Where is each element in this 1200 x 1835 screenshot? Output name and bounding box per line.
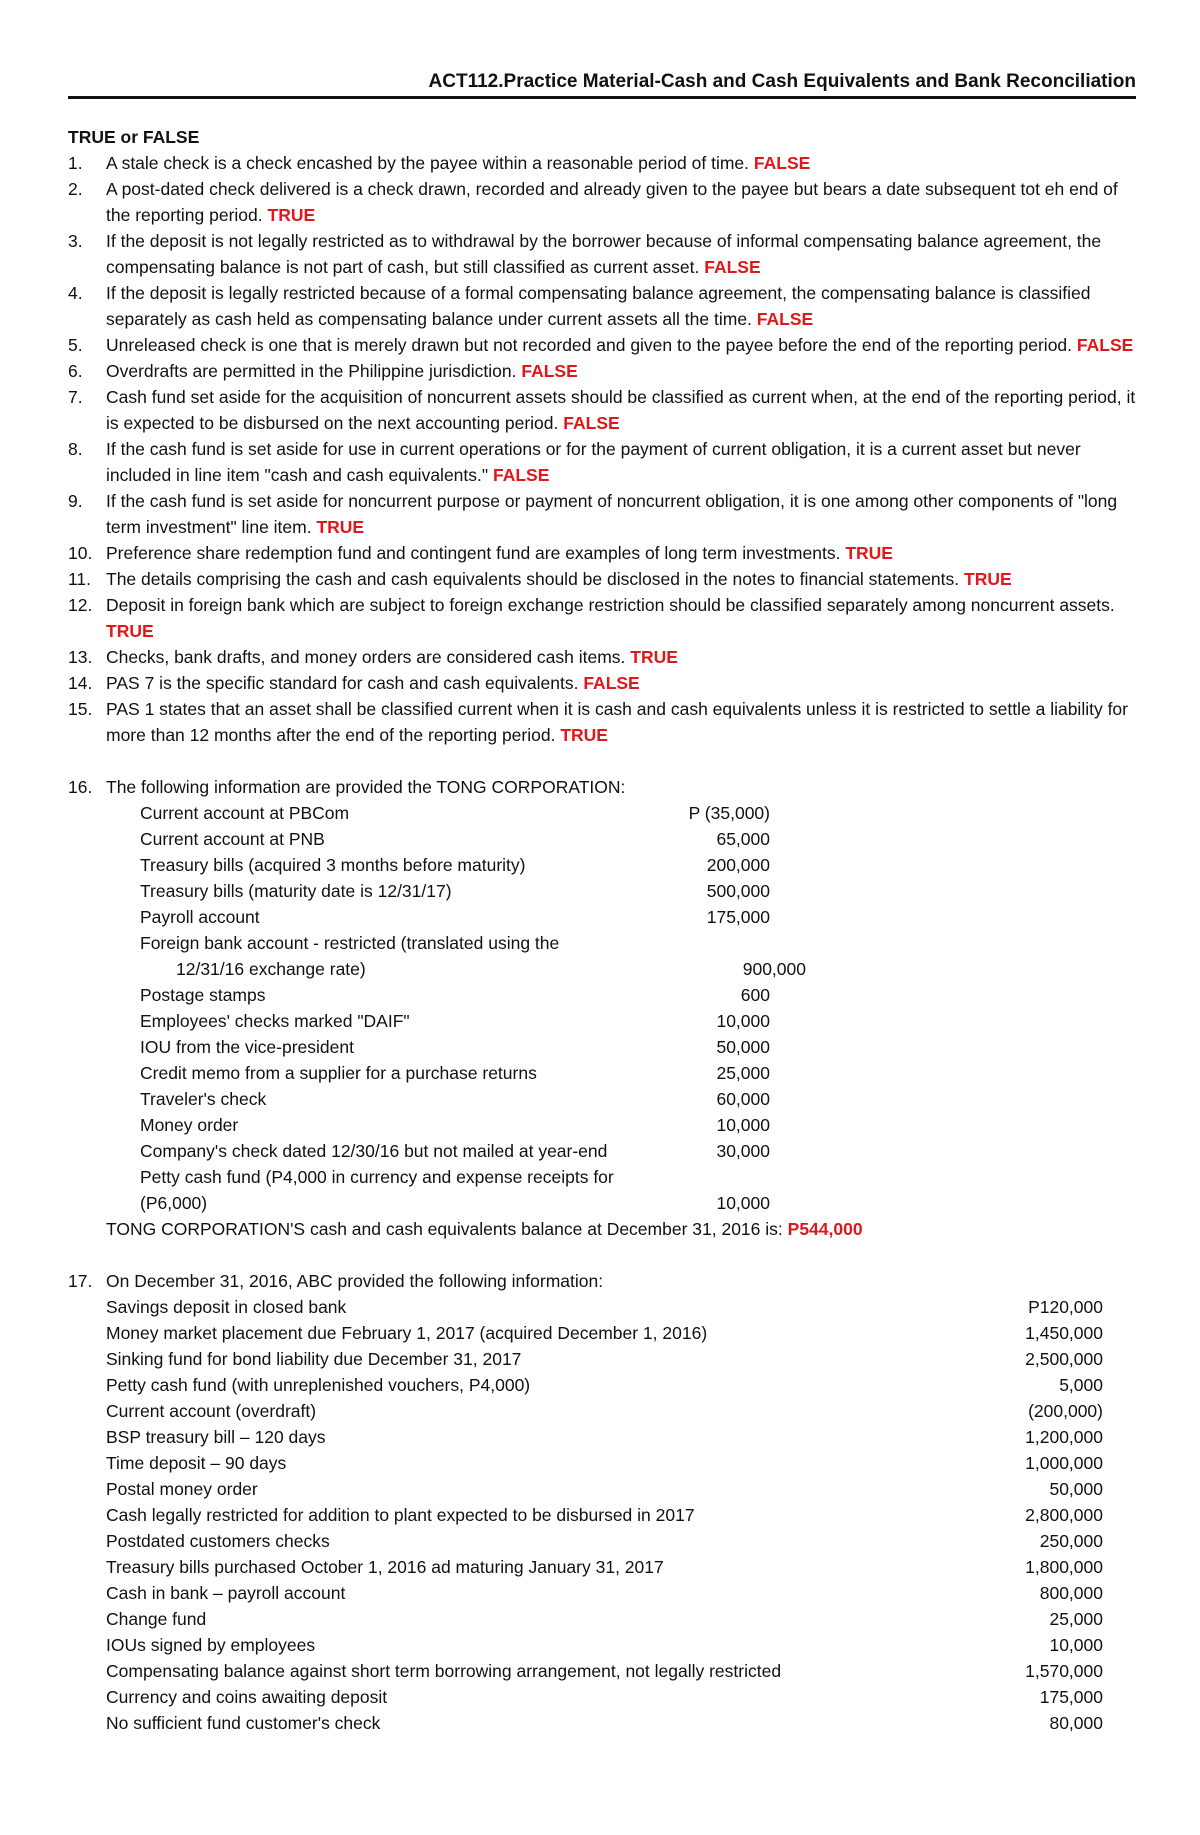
tf-item: 4. If the deposit is legally restricted because of a formal compensating balance agreement, the compensating balance is classified separately as cash held as compensating balance under current assets all the time. FALSE: [68, 283, 1091, 329]
tf-statement: A stale check is a check encashed by the payee within a reasonable period of time.: [106, 153, 750, 173]
tf-answer: FALSE: [521, 361, 578, 381]
tf-item: 6. Overdrafts are permitted in the Philippine jurisdiction. FALSE: [68, 361, 578, 381]
question-17-title: 17. On December 31, 2016, ABC provided the following information:: [68, 1271, 604, 1291]
table-row: Postal money order 50,000: [106, 1479, 1103, 1499]
question-17-table: [68, 1294, 1136, 1736]
tf-answer: TRUE: [630, 647, 678, 667]
table-row: Company's check dated 12/30/16 but not mailed at year-end 30,000: [140, 1141, 770, 1161]
table-row: Postdated customers checks 250,000: [106, 1531, 1103, 1551]
table-row: Compensating balance against short term borrowing arrangement, not legally restricted 1,570,000: [106, 1661, 1103, 1681]
section-title: TRUE or FALSE: [68, 127, 200, 147]
table-row: BSP treasury bill – 120 days 1,200,000: [106, 1427, 1103, 1447]
question-16-result: TONG CORPORATION'S cash and cash equivalents balance at December 31, 2016 is: P544,000: [106, 1219, 863, 1239]
tf-item: 1. A stale check is a check encashed by the payee within a reasonable period of time. FALSE: [68, 153, 811, 173]
table-row: Money order 10,000: [140, 1115, 770, 1135]
table-row: Treasury bills (maturity date is 12/31/17) 500,000: [140, 881, 770, 901]
table-row: Cash in bank – payroll account 800,000: [106, 1583, 1103, 1603]
tf-item: 10. Preference share redemption fund and contingent fund are examples of long term investments. TRUE: [68, 543, 893, 563]
document-body: [68, 124, 1136, 1736]
tf-statement: Overdrafts are permitted in the Philippine jurisdiction.: [106, 361, 517, 381]
tf-statement: A post-dated check delivered is a check drawn, recorded and already given to the payee but bears a date subsequent tot eh end of the reporting period.: [106, 179, 1118, 225]
table-row: Credit memo from a supplier for a purchase returns 25,000: [140, 1063, 770, 1083]
table-row: Savings deposit in closed bank P120,000: [106, 1297, 1103, 1317]
table-row: Currency and coins awaiting deposit 175,000: [106, 1687, 1103, 1707]
tf-answer: TRUE: [964, 569, 1012, 589]
table-row: Money market placement due February 1, 2017 (acquired December 1, 2016) 1,450,000: [106, 1323, 1103, 1343]
tf-answer: FALSE: [492, 465, 550, 485]
table-row: 12/31/16 exchange rate) 900,000: [176, 959, 806, 979]
tf-statement: Deposit in foreign bank which are subject to foreign exchange restriction should be classified separately among noncurrent assets.: [106, 595, 1115, 615]
table-row: Sinking fund for bond liability due December 31, 2017 2,500,000: [106, 1349, 1103, 1369]
tf-statement: If the deposit is legally restricted because of a formal compensating balance agreement, the compensating balance is classified separately as cash held as compensating balance under current assets all the time.: [106, 283, 1091, 329]
table-row: Traveler's check 60,000: [140, 1089, 770, 1109]
tf-answer: FALSE: [756, 309, 814, 329]
tf-answer: FALSE: [563, 413, 620, 433]
table-row: Foreign bank account - restricted (translated using the: [140, 933, 560, 953]
tf-statement: If the cash fund is set aside for noncurrent purpose or payment of noncurrent obligation, it is one among other components of "long term investment" line item.: [106, 491, 1118, 537]
tf-statement: Checks, bank drafts, and money orders are considered cash items.: [106, 647, 626, 667]
question-16-title: 16. The following information are provided the TONG CORPORATION:: [68, 777, 626, 797]
tf-answer: TRUE: [106, 621, 154, 641]
tf-item: 11. The details comprising the cash and cash equivalents should be disclosed in the notes to financial statements. TRUE: [68, 569, 1012, 589]
true-false-list: [68, 150, 1136, 748]
tf-statement: The details comprising the cash and cash equivalents should be disclosed in the notes to financial statements.: [106, 569, 960, 589]
tf-answer: TRUE: [316, 517, 365, 537]
tf-statement: PAS 7 is the specific standard for cash and cash equivalents.: [106, 673, 579, 693]
tf-item: 2. A post-dated check delivered is a check drawn, recorded and already given to the payee but bears a date subsequent tot eh end of the reporting period. TRUE: [68, 179, 1118, 225]
tf-statement: If the cash fund is set aside for use in current operations or for the payment of current obligation, it is a current asset but never included in line item "cash and cash equivalents.": [106, 439, 1081, 485]
table-row: (P6,000) 10,000: [140, 1193, 770, 1213]
tf-statement: PAS 1 states that an asset shall be classified current when it is cash and cash equivalents unless it is restricted to settle a liability for more than 12 months after the end of the reporting period.: [106, 699, 1128, 745]
table-row: No sufficient fund customer's check 80,000: [106, 1713, 1103, 1733]
tf-statement: Unreleased check is one that is merely drawn but not recorded and given to the payee before the end of the reporting period.: [106, 335, 1073, 355]
table-row: Petty cash fund (with unreplenished vouchers, P4,000) 5,000: [106, 1375, 1103, 1395]
header-rule: [68, 96, 1136, 99]
tf-item: 13. Checks, bank drafts, and money orders are considered cash items. TRUE: [68, 647, 678, 667]
table-row: IOUs signed by employees 10,000: [106, 1635, 1103, 1655]
document-header: ACT112.Practice Material-Cash and Cash Equivalents and Bank Reconciliation: [428, 71, 1136, 92]
table-row: Payroll account 175,000: [140, 907, 770, 927]
table-row: Postage stamps 600: [140, 985, 770, 1005]
tf-answer: TRUE: [267, 205, 316, 225]
table-row: Current account (overdraft) (200,000): [106, 1401, 1103, 1421]
tf-item: 7. Cash fund set aside for the acquisition of noncurrent assets should be classified as current when, at the end of the reporting period, it is expected to be disbursed on the next accounting period. FALSE: [68, 387, 1136, 433]
tf-item: 12. Deposit in foreign bank which are subject to foreign exchange restriction should be classified separately among noncurrent assets. TRUE: [68, 595, 1115, 641]
question-16-answer: P544,000: [787, 1219, 863, 1239]
tf-answer: TRUE: [560, 725, 608, 745]
table-row: IOU from the vice-president 50,000: [140, 1037, 770, 1057]
table-row: Change fund 25,000: [106, 1609, 1103, 1629]
table-row: Treasury bills (acquired 3 months before maturity) 200,000: [140, 855, 770, 875]
tf-item: 9. If the cash fund is set aside for noncurrent purpose or payment of noncurrent obligation, it is one among other components of "long term investment" line item. TRUE: [68, 491, 1118, 537]
tf-statement: Cash fund set aside for the acquisition of noncurrent assets should be classified as current when, at the end of the reporting period, it is expected to be disbursed on the next accounting period.: [106, 387, 1136, 433]
table-row: Treasury bills purchased October 1, 2016 ad maturing January 31, 2017 1,800,000: [106, 1557, 1103, 1577]
tf-answer: FALSE: [1076, 335, 1134, 355]
table-row: Petty cash fund (P4,000 in currency and expense receipts for: [140, 1167, 614, 1187]
table-row: Cash legally restricted for addition to plant expected to be disbursed in 2017 2,800,000: [106, 1505, 1103, 1525]
table-row: Time deposit – 90 days 1,000,000: [106, 1453, 1103, 1473]
tf-statement: If the deposit is not legally restricted as to withdrawal by the borrower because of informal compensating balance agreement, the compensating balance is not part of cash, but still classified as current asset.: [106, 231, 1102, 277]
tf-item: 15. PAS 1 states that an asset shall be classified current when it is cash and cash equivalents unless it is restricted to settle a liability for more than 12 months after the end of the reporting period. TRUE: [68, 699, 1128, 745]
tf-statement: Preference share redemption fund and contingent fund are examples of long term investments.: [106, 543, 841, 563]
tf-item: 8. If the cash fund is set aside for use in current operations or for the payment of current obligation, it is a current asset but never included in line item "cash and cash equivalents." FALSE: [68, 439, 1081, 485]
table-row: Current account at PBCom P (35,000): [140, 803, 770, 823]
tf-answer: TRUE: [845, 543, 893, 563]
tf-answer: FALSE: [583, 673, 640, 693]
tf-item: 3. If the deposit is not legally restricted as to withdrawal by the borrower because of informal compensating balance agreement, the compensating balance is not part of cash, but still classified as current asset. FALSE: [68, 231, 1102, 277]
tf-answer: FALSE: [753, 153, 811, 173]
tf-item: 14. PAS 7 is the specific standard for cash and cash equivalents. FALSE: [68, 673, 640, 693]
question-16-table: [68, 800, 1136, 1216]
tf-item: 5. Unreleased check is one that is merely drawn but not recorded and given to the payee before the end of the reporting period. FALSE: [68, 335, 1134, 355]
tf-answer: FALSE: [704, 257, 761, 277]
table-row: Current account at PNB 65,000: [140, 829, 770, 849]
table-row: Employees' checks marked "DAIF" 10,000: [140, 1011, 770, 1031]
